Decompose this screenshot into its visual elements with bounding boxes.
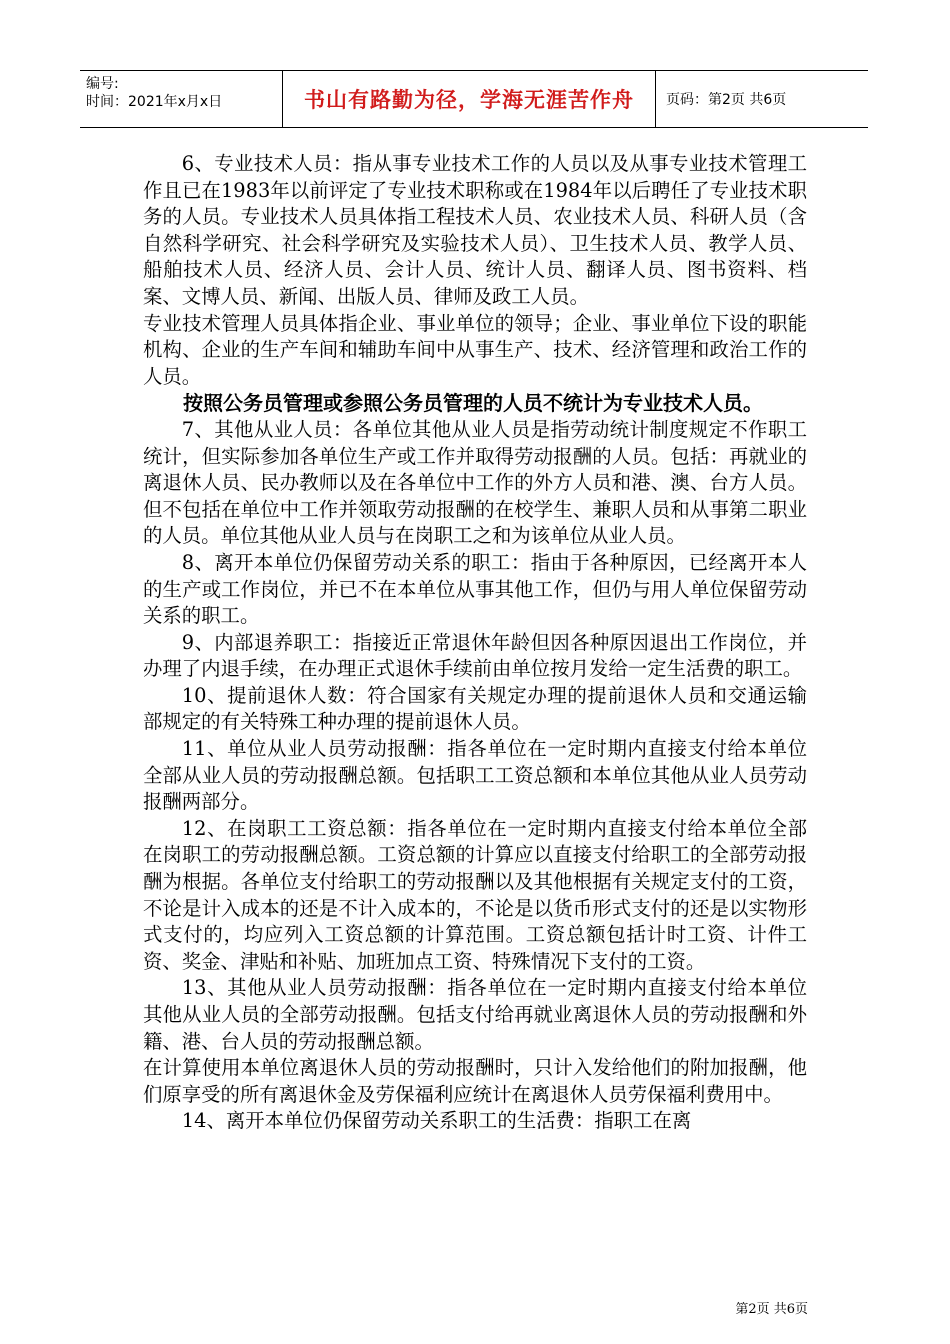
paragraph-professional-management: 专业技术管理人员具体指企业、事业单位的领导；企业、事业单位下设的职能机构、企业的生产车间和辅助车间中从事生产、技术、经济管理和政治工作的人员。 xyxy=(143,311,807,388)
paragraph-other-employees: 7、其他从业人员：各单位其他从业人员是指劳动统计制度规定不作职工统计，但实际参加各单位生产或工作并取得劳动报酬的人员。包括：再就业的离退休人员、民办教师以及在各单位中工作的外方人员和港、澳、台方人员。但不包括在单位中工作并领取劳动报酬的在校学生、兼职人员和从事第二职业的人员。单位其他从业人员与在岗职工之和为该单位从业人员。 xyxy=(143,417,807,548)
page-header xyxy=(80,70,868,128)
header-motto: 书山有路勤为径，学海无涯苦作舟 xyxy=(283,71,656,127)
document-body xyxy=(143,151,807,1135)
header-meta xyxy=(80,71,283,127)
document-time: 时间：2021年x月x日 xyxy=(86,94,223,110)
document-number: 编号: xyxy=(86,76,119,92)
paragraph-living-expenses: 14、离开本单位仍保留劳动关系职工的生活费：指职工在离 xyxy=(181,1109,692,1133)
page-footer: 第2页 共6页 xyxy=(735,1302,808,1317)
paragraph-civil-servant-note: 按照公务员管理或参照公务员管理的人员不统计为专业技术人员。 xyxy=(183,391,763,416)
paragraph-total-wages: 12、在岗职工工资总额：指各单位在一定时期内直接支付给本单位全部在岗职工的劳动报酬总额。工资总额的计算应以直接支付给职工的全部劳动报酬为根据。各单位支付给职工的劳动报酬以及其他根据有关规定支付的工资，不论是计入成本的还是不计入成本的，不论是以货币形式支付的还是以实物形式支付的，均应列入工资总额的计算范围。工资总额包括计时工资、计件工资、奖金、津贴和补贴、加班加点工资、特殊情况下支付的工资。 xyxy=(143,816,807,973)
paragraph-left-retaining-relation: 8、离开本单位仍保留劳动关系的职工：指由于各种原因，已经离开本人的生产或工作岗位，并已不在本单位从事其他工作，但仍与用人单位保留劳动关系的职工。 xyxy=(143,550,807,628)
paragraph-internal-retirement: 9、内部退养职工：指接近正常退休年龄但因各种原因退出工作岗位，并办理了内退手续，在办理正式退休手续前由单位按月发给一定生活费的职工。 xyxy=(143,630,807,681)
paragraph-retiree-remuneration-note: 在计算使用本单位离退休人员的劳动报酬时，只计入发给他们的附加报酬，他们原享受的所有离退休金及劳保福利应统计在离退休人员劳保福利费用中。 xyxy=(143,1056,807,1106)
paragraph-other-remuneration: 13、其他从业人员劳动报酬：指各单位在一定时期内直接支付给本单位其他从业人员的全部劳动报酬。包括支付给再就业离退休人员的劳动报酬和外籍、港、台人员的劳动报酬总额。 xyxy=(143,976,807,1053)
paragraph-professional-staff: 6、专业技术人员：指从事专业技术工作的人员以及从事专业技术管理工作且已在1983年以前评定了专业技术职称或在1984年以后聘任了专业技术职务的人员。专业技术人员具体指工程技术人员、农业技术人员、科研人员（含自然科学研究、社会科学研究及实验技术人员）、卫生技术人员、教学人员、船舶技术人员、经济人员、会计人员、统计人员、翻译人员、图书资料、档案、文博人员、新闻、出版人员、律师及政工人员。 xyxy=(143,152,807,308)
header-page-code: 页码：第2页 共6页 xyxy=(666,92,787,108)
paragraph-employee-remuneration: 11、单位从业人员劳动报酬：指各单位在一定时期内直接支付给本单位全部从业人员的劳动报酬总额。包括职工工资总额和本单位其他从业人员劳动报酬两部分。 xyxy=(143,737,807,814)
paragraph-early-retirement: 10、提前退休人数：符合国家有关规定办理的提前退休人员和交通运输部规定的有关特殊工种办理的提前退休人员。 xyxy=(143,683,807,734)
